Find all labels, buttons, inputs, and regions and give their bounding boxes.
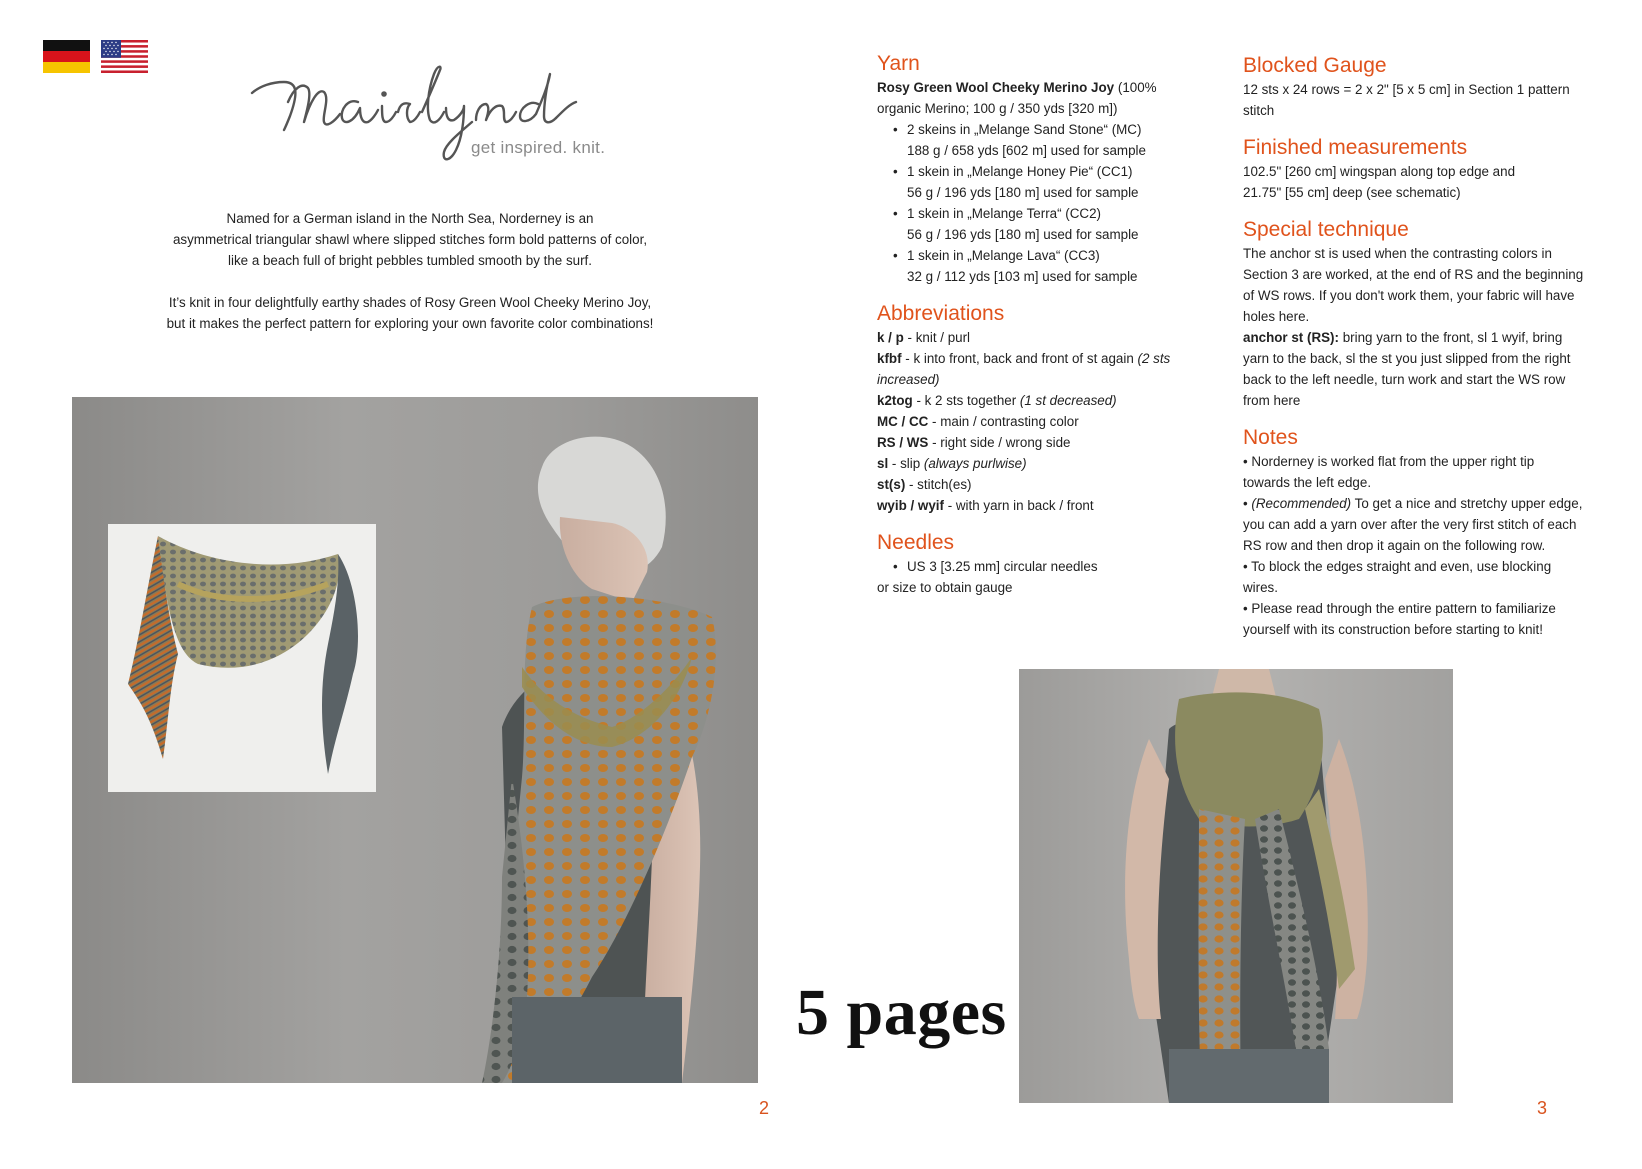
yarn-heading: Yarn	[877, 52, 920, 75]
abbr-def: - main / contrasting color	[928, 414, 1079, 429]
gauge-line: 12 sts x 24 rows = 2 x 2" [5 x 5 cm] in Section 1 pattern	[1243, 82, 1570, 97]
yarn-desc-b: organic Merino; 100 g / 350 yds [320 m])	[877, 101, 1118, 116]
list-item: • 1 skein in „Melange Honey Pie“ (CC1) 56 g / 196 yds [180 m] used for sample	[877, 161, 1207, 203]
note-line: • Norderney is worked flat from the upper right tip	[1243, 454, 1535, 469]
abbr-def: - knit / purl	[903, 330, 971, 345]
abbr-row	[877, 348, 1207, 390]
list-item: • 2 skeins in „Melange Sand Stone“ (MC) 188 g / 658 yds [602 m] used for sample	[877, 119, 1207, 161]
note-line: • Please read through the entire pattern to familiarize	[1243, 601, 1556, 616]
anchor-line: bring yarn to the front, sl 1 wyif, bring	[1338, 330, 1563, 345]
notes-heading: Notes	[1243, 426, 1298, 449]
yarn-name: Rosy Green Wool Cheeky Merino Joy	[877, 80, 1115, 95]
abbr-row	[877, 474, 1207, 495]
intro-line: It’s knit in four delightfully earthy shades of Rosy Green Wool Cheeky Merino Joy,	[168, 295, 652, 310]
abbr-def: - stitch(es)	[905, 477, 972, 492]
shawl-on-wall-image	[108, 524, 376, 792]
intro-line: asymmetrical triangular shawl where slipped stitches form bold patterns of color,	[172, 232, 648, 247]
abbr-term: MC / CC	[877, 414, 929, 429]
abbreviations-section	[877, 301, 1207, 516]
measurements-section	[1243, 135, 1593, 203]
anchor-line: back to the left needle, turn work and start the WS row	[1243, 372, 1566, 387]
front-view-shawl-image	[1019, 669, 1453, 1103]
abbr-note: (1 st decreased)	[1019, 393, 1117, 408]
needles-note: or size to obtain gauge	[877, 580, 1013, 595]
gauge-heading: Blocked Gauge	[1243, 54, 1387, 77]
abbr-row	[877, 411, 1207, 432]
note-emphasis: (Recommended)	[1251, 496, 1352, 511]
abbr-row	[877, 327, 1207, 348]
note-line: you can add a yarn over after the very first stitch of each	[1243, 517, 1577, 532]
measurements-line: 21.75" [55 cm] deep (see schematic)	[1243, 185, 1461, 200]
anchor-line: yarn to the back, sl the st you just slipped from the right	[1243, 351, 1571, 366]
needle-item: US 3 [3.25 mm] circular needles	[907, 559, 1098, 574]
abbr-term: k / p	[877, 330, 904, 345]
anchor-term: anchor st (RS):	[1243, 330, 1339, 345]
abbr-term: kfbf	[877, 351, 902, 366]
intro-paragraph-2	[150, 292, 670, 334]
yarn-item: 1 skein in „Melange Lava“ (CC3)	[907, 248, 1100, 263]
abbr-term: wyib / wyif	[877, 498, 944, 513]
gauge-section	[1243, 53, 1593, 121]
list-item: • 1 skein in „Melange Lava“ (CC3) 32 g / 112 yds [103 m] used for sample	[877, 245, 1207, 287]
pattern-details-column-2	[1243, 53, 1593, 640]
abbr-term: sl	[877, 456, 889, 471]
intro-line: but it makes the perfect pattern for exploring your own favorite color combinations!	[166, 316, 654, 331]
technique-line: holes here.	[1243, 309, 1310, 324]
note-line: towards the left edge.	[1243, 475, 1372, 490]
abbr-note: (2 sts	[1137, 351, 1171, 366]
abbreviations-heading: Abbreviations	[877, 302, 1005, 325]
yarn-usage: 56 g / 196 yds [180 m] used for sample	[907, 227, 1139, 242]
language-flags	[43, 40, 148, 73]
abbr-def: - k 2 sts together	[912, 393, 1020, 408]
intro-text	[150, 208, 670, 334]
list-item: • 1 skein in „Melange Terra“ (CC2) 56 g / 196 yds [180 m] used for sample	[877, 203, 1207, 245]
abbr-row	[877, 390, 1207, 411]
us-flag-icon[interactable]	[101, 40, 148, 73]
technique-line: of WS rows. If you don't work them, your fabric will have	[1243, 288, 1575, 303]
abbr-term: st(s)	[877, 477, 906, 492]
needles-list	[877, 556, 1207, 577]
yarn-item: 1 skein in „Melange Honey Pie“ (CC1)	[907, 164, 1133, 179]
abbr-term: RS / WS	[877, 435, 929, 450]
intro-paragraph-1	[150, 208, 670, 271]
notes-section	[1243, 425, 1593, 640]
needles-heading: Needles	[877, 531, 955, 554]
abbr-row	[877, 453, 1207, 474]
page-number-left: 2	[759, 1098, 770, 1118]
page-count-label: 5 pages	[796, 976, 1007, 1049]
intro-line: like a beach full of bright pebbles tumbled smooth by the surf.	[228, 253, 592, 268]
right-photo	[1019, 669, 1453, 1103]
yarn-usage: 56 g / 196 yds [180 m] used for sample	[907, 185, 1139, 200]
yarn-usage: 188 g / 658 yds [602 m] used for sample	[907, 143, 1146, 158]
abbr-def: - slip	[888, 456, 924, 471]
abbr-term: k2tog	[877, 393, 913, 408]
logo-tagline: get inspired. knit.	[471, 138, 606, 157]
note-line: wires.	[1243, 580, 1278, 595]
needles-section	[877, 530, 1207, 598]
technique-line: Section 3 are worked, at the end of RS and the beginning	[1243, 267, 1584, 282]
yarn-desc-a: (100%	[1114, 80, 1157, 95]
german-flag-icon[interactable]	[43, 40, 90, 73]
yarn-item: 1 skein in „Melange Terra“ (CC2)	[907, 206, 1101, 221]
yarn-section	[877, 51, 1207, 287]
gauge-line: stitch	[1243, 103, 1275, 118]
measurements-heading: Finished measurements	[1243, 136, 1468, 159]
yarn-list	[877, 119, 1207, 287]
intro-line: Named for a German island in the North Sea, Norderney is an	[226, 211, 594, 226]
note-line: yourself with its construction before starting to knit!	[1243, 622, 1543, 637]
page-number-right: 3	[1537, 1098, 1548, 1118]
inset-photo	[108, 524, 376, 792]
abbr-def: - with yarn in back / front	[943, 498, 1094, 513]
technique-section	[1243, 217, 1593, 411]
abbr-row	[877, 495, 1207, 516]
list-item: • US 3 [3.25 mm] circular needles	[893, 559, 1098, 574]
anchor-st-def	[1243, 327, 1593, 348]
note-line: • To block the edges straight and even, use blocking	[1243, 559, 1552, 574]
pattern-details-column-1	[877, 51, 1207, 598]
abbr-note: increased)	[877, 372, 940, 387]
anchor-line: from here	[1243, 393, 1301, 408]
note-bullet: •	[1243, 496, 1252, 511]
abbr-row	[877, 432, 1207, 453]
technique-line: The anchor st is used when the contrasting colors in	[1243, 246, 1552, 261]
abbr-note: (always purlwise)	[923, 456, 1027, 471]
abbr-def: - k into front, back and front of st again	[901, 351, 1138, 366]
measurements-line: 102.5" [260 cm] wingspan along top edge and	[1243, 164, 1516, 179]
yarn-usage: 32 g / 112 yds [103 m] used for sample	[907, 269, 1138, 284]
note-line: RS row and then drop it again on the following row.	[1243, 538, 1546, 553]
note-line	[1243, 493, 1593, 514]
yarn-item: 2 skeins in „Melange Sand Stone“ (MC)	[907, 122, 1142, 137]
yarn-desc	[877, 77, 1207, 119]
technique-heading: Special technique	[1243, 218, 1409, 241]
note-text: To get a nice and stretchy upper edge,	[1351, 496, 1583, 511]
abbr-def: - right side / wrong side	[928, 435, 1071, 450]
